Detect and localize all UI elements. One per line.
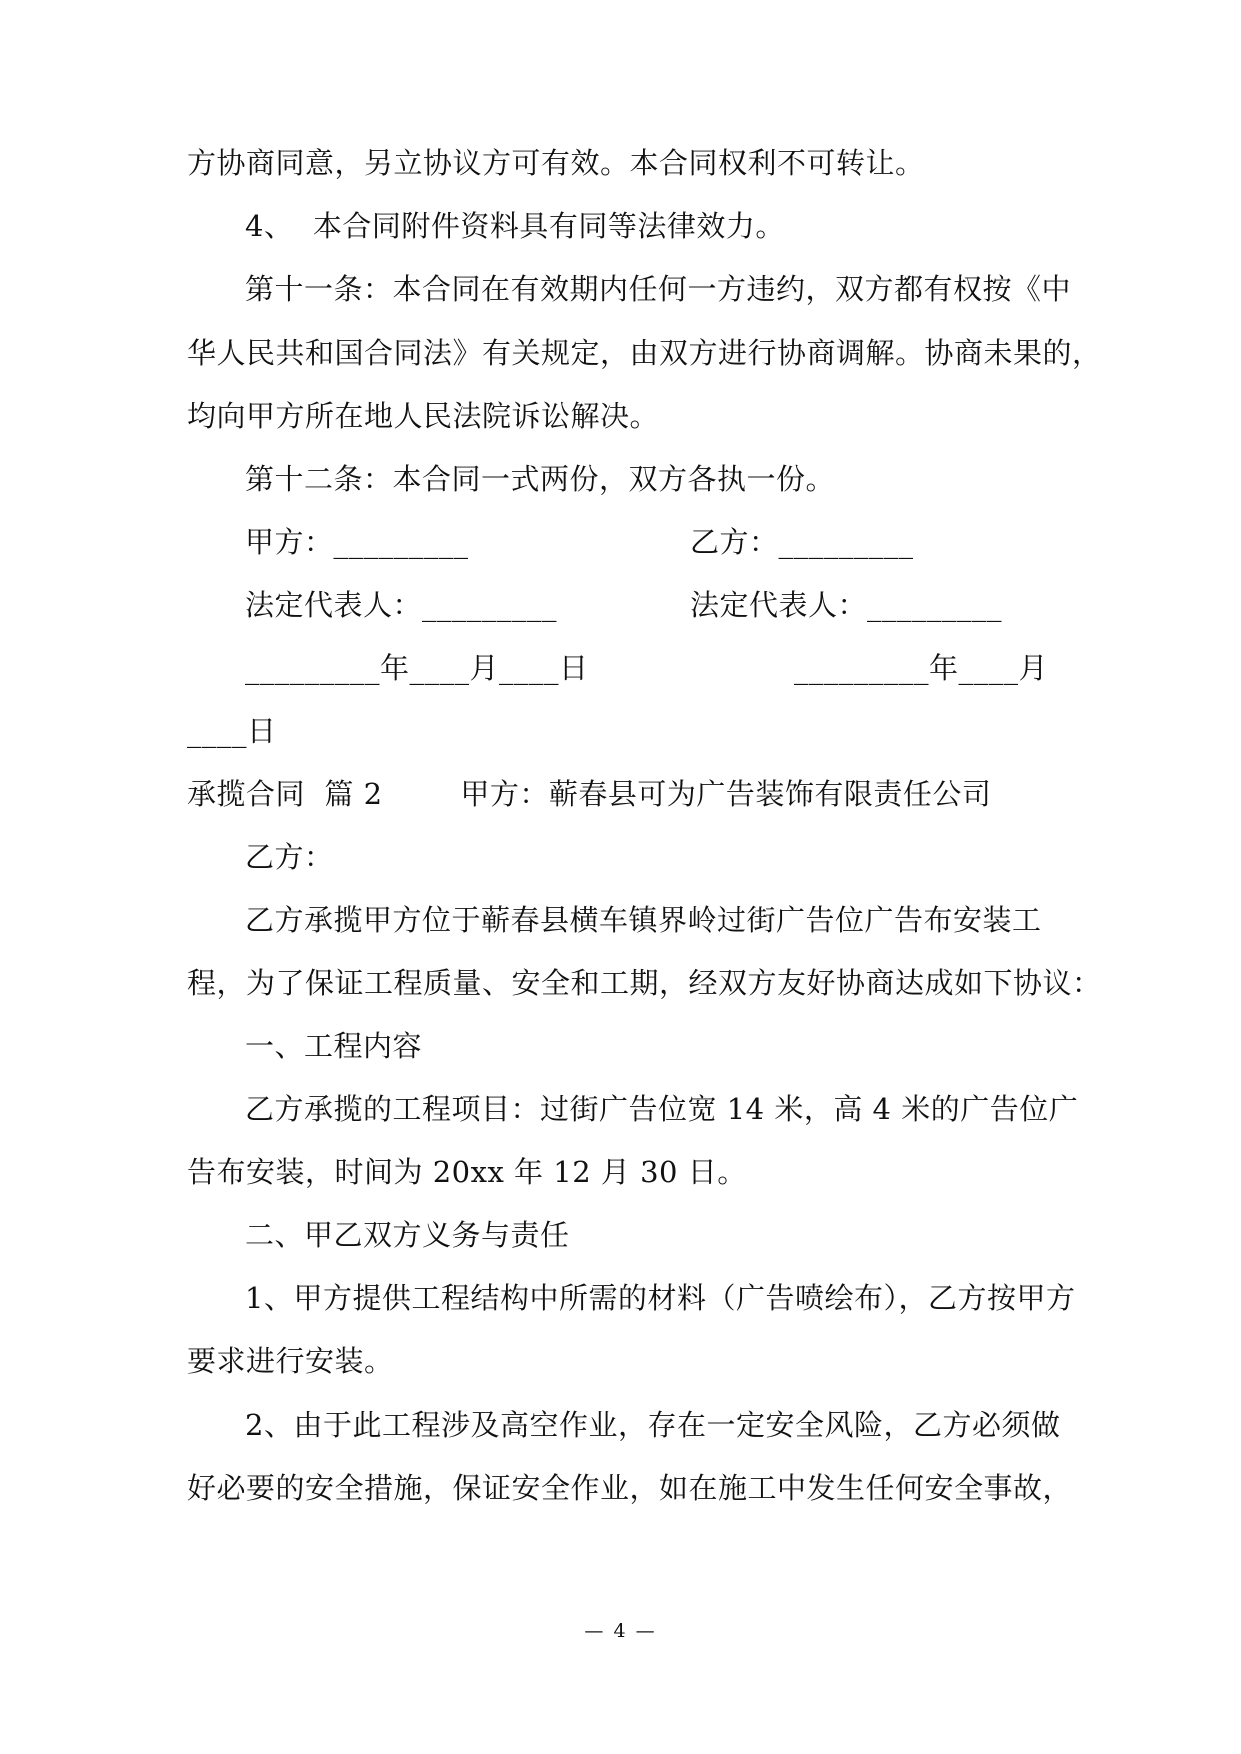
- text-line: 乙方承揽的工程项目：过街广告位宽 14 米，高 4 米的广告位广: [245, 1092, 1079, 1126]
- text-line: 乙方承揽甲方位于蕲春县横车镇界岭过街广告位广告布安装工: [245, 903, 1042, 937]
- date-b-continued: ____日: [187, 714, 277, 748]
- text-line: 第十一条：本合同在有效期内任何一方违约，双方都有权按《中: [245, 272, 1072, 306]
- signature-party-b: 乙方：_________: [690, 525, 914, 559]
- signature-party-a: 甲方：_________: [245, 525, 469, 559]
- legal-rep-b: 法定代表人：_________: [690, 588, 1003, 622]
- text-line: 1、甲方提供工程结构中所需的材料（广告喷绘布），乙方按甲方: [245, 1281, 1076, 1315]
- text-line: 告布安装，时间为 20xx 年 12 月 30 日。: [187, 1155, 747, 1189]
- text-line: 要求进行安装。: [187, 1344, 394, 1378]
- text-line: 均向甲方所在地人民法院诉讼解决。: [187, 399, 660, 433]
- legal-rep-a: 法定代表人：_________: [245, 588, 558, 622]
- page-number: — 4 —: [584, 1620, 657, 1642]
- text-line: 乙方：: [245, 840, 334, 874]
- text-line: 二、甲乙双方义务与责任: [245, 1218, 570, 1252]
- date-a: _________年____月____日: [245, 651, 589, 685]
- section-heading: 承揽合同 篇 2 甲方：蕲春县可为广告装饰有限责任公司: [187, 777, 992, 811]
- text-line: 2、由于此工程涉及高空作业，存在一定安全风险，乙方必须做: [245, 1408, 1061, 1442]
- text-line: 一、工程内容: [245, 1029, 423, 1063]
- text-line: 华人民共和国合同法》有关规定，由双方进行协商调解。协商未果的，: [187, 336, 1102, 370]
- text-line: 好必要的安全措施，保证安全作业，如在施工中发生任何安全事故，: [187, 1471, 1073, 1505]
- text-line: 程，为了保证工程质量、安全和工期，经双方友好协商达成如下协议：: [187, 966, 1102, 1000]
- text-line: 方协商同意，另立协议方可有效。本合同权利不可转让。: [187, 146, 925, 180]
- text-line: 4、 本合同附件资料具有同等法律效力。: [245, 209, 785, 243]
- date-b: _________年____月: [794, 651, 1049, 685]
- text-line: 第十二条：本合同一式两份，双方各执一份。: [245, 462, 836, 496]
